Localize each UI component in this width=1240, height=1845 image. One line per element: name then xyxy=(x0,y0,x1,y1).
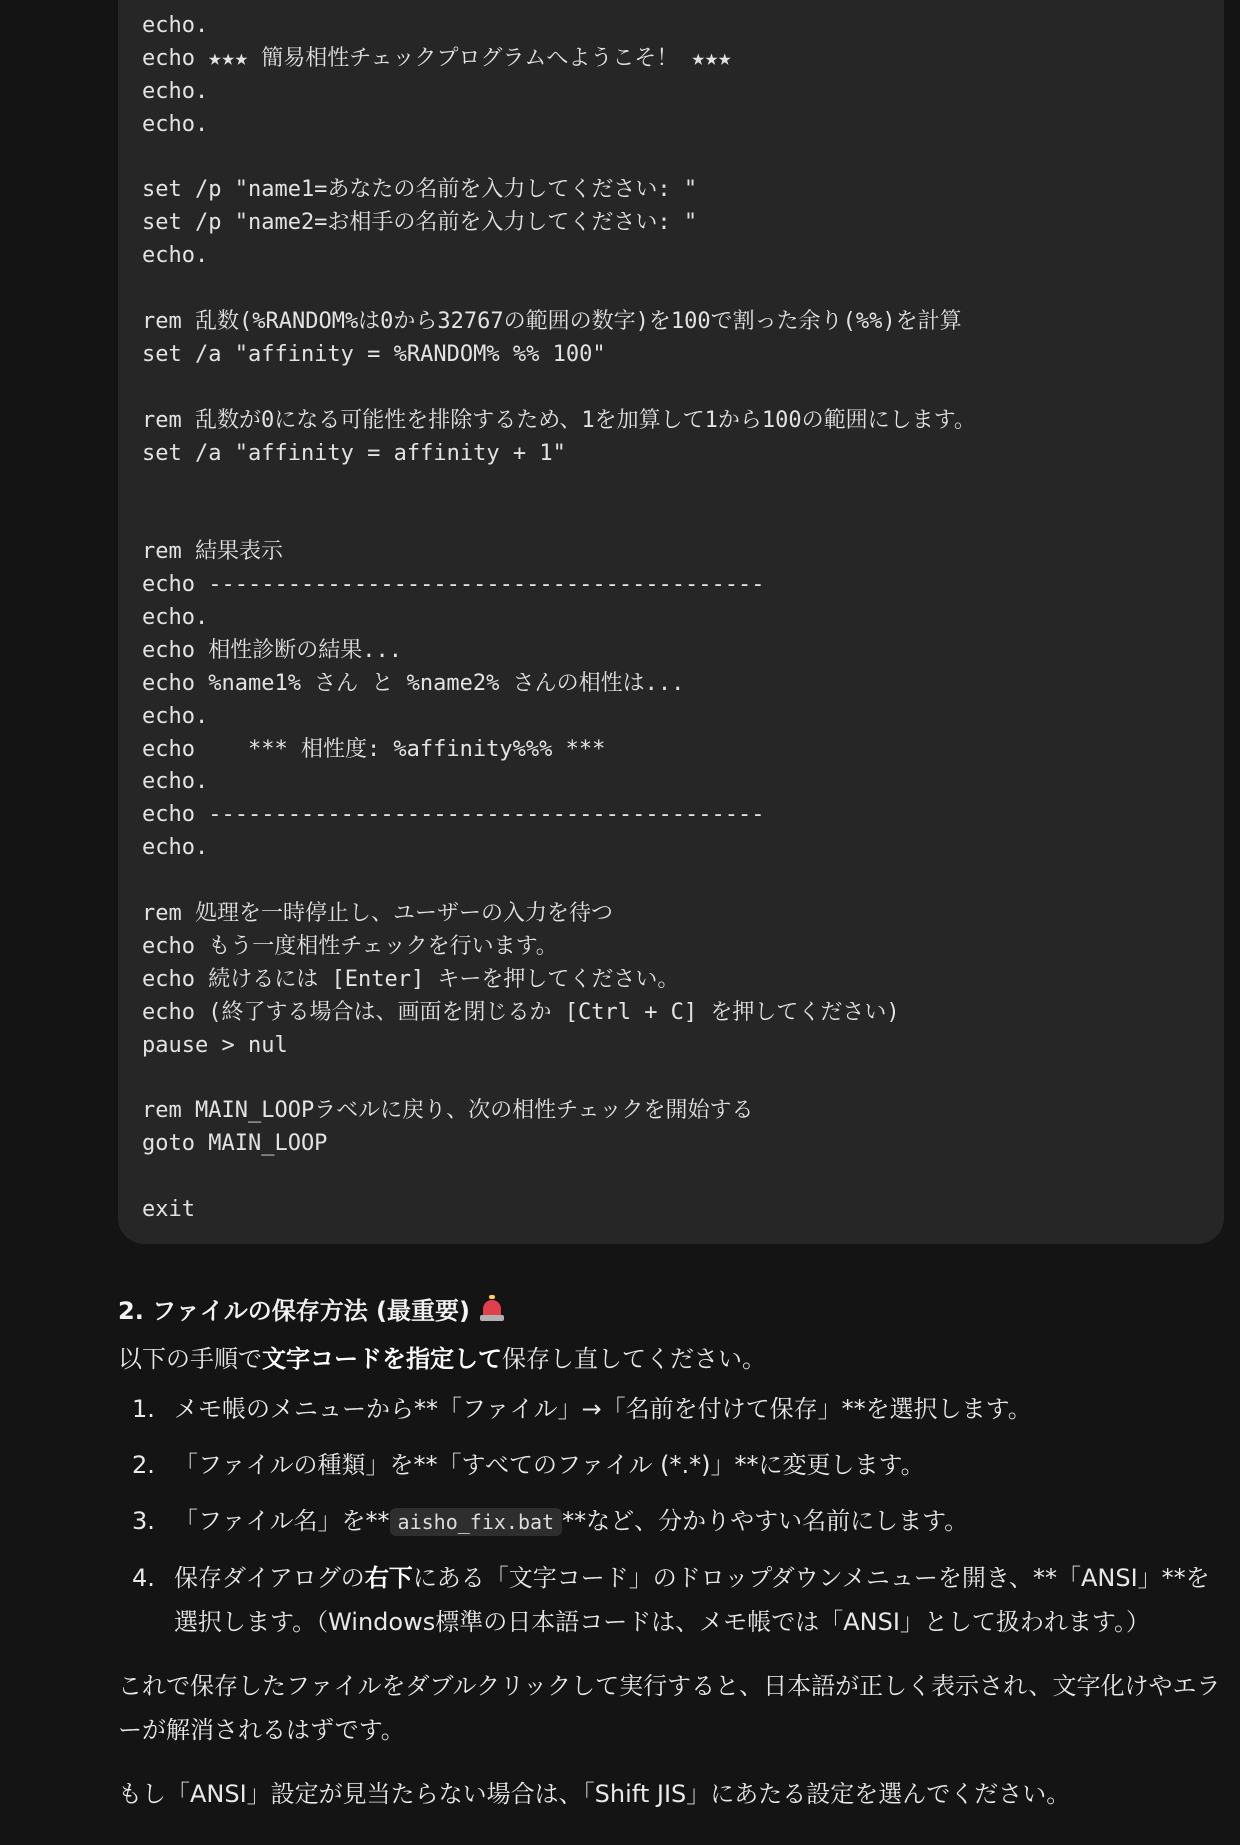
code-line: echo もう一度相性チェックを行います。 xyxy=(142,933,558,959)
code-line: echo. xyxy=(142,769,209,795)
code-line: rem 乱数が0になる可能性を排除するため、1を加算して1から100の範囲にします。 xyxy=(142,407,976,433)
step-number: 4. xyxy=(132,1564,155,1592)
list-item xyxy=(118,1556,1228,1644)
list-item xyxy=(118,1387,1228,1431)
code-block xyxy=(118,0,1224,1244)
code-line xyxy=(142,503,1224,536)
code-line: echo. xyxy=(142,13,209,38)
code-line: set /p "name2=お相手の名前を入力してください: " xyxy=(142,210,698,236)
step-text-before: 「ファイル名」を** xyxy=(174,1507,390,1535)
closing-paragraph: これで保存したファイルをダブルクリックして実行すると、日本語が正しく表示され、文字化けやエラーが解消されるはずです。 xyxy=(118,1672,1221,1744)
code-line: echo ------------------------------------------ xyxy=(142,802,765,828)
section-heading-text: 2. ファイルの保存方法 (最重要) xyxy=(118,1296,470,1325)
step-text-after: **など、分かりやすい名前にします。 xyxy=(562,1507,969,1535)
code-line: set /p "name1=あなたの名前を入力してください: " xyxy=(142,177,698,203)
step-text-bold: 右下 xyxy=(364,1564,413,1592)
list-item xyxy=(118,1499,1228,1544)
code-line: echo. xyxy=(142,835,209,861)
code-line xyxy=(142,1161,1224,1194)
code-line: echo. xyxy=(142,605,209,631)
step-text xyxy=(174,1556,1228,1644)
intro-after: 保存し直してください。 xyxy=(502,1345,766,1373)
list-item xyxy=(118,1443,1228,1487)
code-line xyxy=(142,1063,1224,1096)
siren-icon xyxy=(480,1295,504,1321)
note-paragraph: もし「ANSI」設定が見当たらない場合は、「Shift JIS」にあたる設定を選んでください。 xyxy=(118,1780,1071,1808)
code-line: echo. xyxy=(142,703,209,729)
code-line: echo. xyxy=(142,78,209,104)
code-line: rem MAIN_LOOPラベルに戻り、次の相性チェックを開始する xyxy=(142,1098,754,1124)
step-text: メモ帳のメニューから**「ファイル」→「名前を付けて保存」**を選択します。 xyxy=(174,1395,1032,1423)
code-line: echo. xyxy=(142,243,209,269)
intro-bold: 文字コードを指定して xyxy=(262,1345,502,1373)
intro-before: 以下の手順で xyxy=(118,1345,262,1373)
steps-list xyxy=(118,1387,1228,1644)
code-line: echo %name1% さん と %name2% さんの相性は... xyxy=(142,670,685,696)
code-line: pause > nul xyxy=(142,1032,288,1058)
code-line: rem 処理を一時停止し、ユーザーの入力を待つ xyxy=(142,901,613,927)
code-line: echo ------------------------------------------ xyxy=(142,572,765,598)
code-line: echo 相性診断の結果... xyxy=(142,637,402,663)
code-line xyxy=(142,865,1224,898)
code-line: rem 結果表示 xyxy=(142,539,283,565)
intro-paragraph xyxy=(118,1337,1228,1381)
code-line: set /a "affinity = affinity + 1" xyxy=(142,440,566,466)
section-heading xyxy=(118,1285,1228,1331)
step-text xyxy=(174,1499,1228,1544)
step-number: 1. xyxy=(132,1395,155,1423)
code-line: echo 続けるには [Enter] キーを押してください。 xyxy=(142,966,680,992)
code-line xyxy=(142,372,1224,405)
code-line xyxy=(142,142,1224,175)
step-text: 「ファイルの種類」を**「すべてのファイル (*.*)」**に変更します。 xyxy=(174,1451,925,1479)
code-line: echo (終了する場合は、画面を閉じるか [Ctrl + C] を押してください) xyxy=(142,999,900,1025)
code-line: echo *** 相性度: %affinity%%% *** xyxy=(142,736,606,762)
code-lines xyxy=(142,10,1224,1227)
step-number: 2. xyxy=(132,1451,155,1479)
code-line xyxy=(142,470,1224,503)
code-line: goto MAIN_LOOP xyxy=(142,1131,328,1157)
code-line xyxy=(142,273,1224,306)
step-text-before: 保存ダイアログの xyxy=(174,1564,365,1592)
step-number: 3. xyxy=(132,1507,155,1535)
filename-code: aisho_fix.bat xyxy=(390,1508,563,1536)
save-instructions-section xyxy=(118,1285,1228,1816)
code-line: rem 乱数(%RANDOM%は0から32767の範囲の数字)を100で割った余り(%%)を計算 xyxy=(142,309,962,335)
code-line: echo ★★★ 簡易相性チェックプログラムへようこそ！ ★★★ xyxy=(142,45,732,71)
code-line: exit xyxy=(142,1197,195,1223)
step-text-after: にある「文字コード」のドロップダウンメニューを開き、**「ANSI」**を選択します。（Windows標準の日本語コードは、メモ帳では「ANSI」として扱われます。） xyxy=(174,1564,1210,1636)
code-line: set /a "affinity = %RANDOM% %% 100" xyxy=(142,341,606,367)
code-line: echo. xyxy=(142,111,209,137)
